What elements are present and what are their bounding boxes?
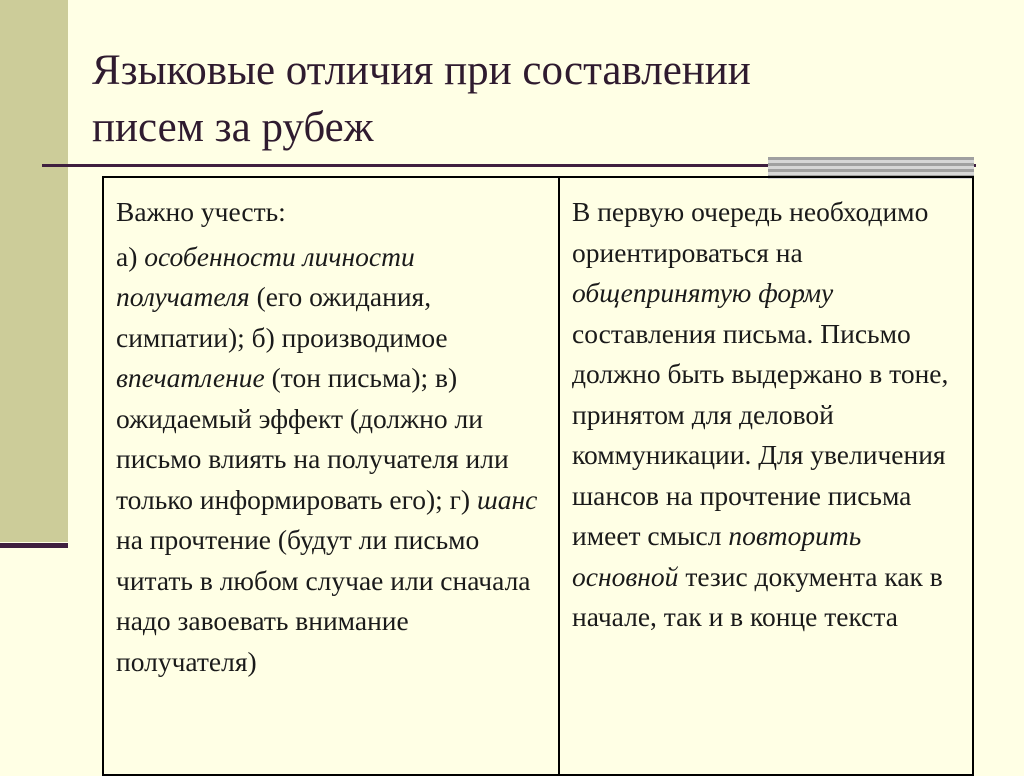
item-b-text: (тон письма); в) ожидаемый эффект (должно ли письмо влиять на получателя или только информировать его); г) bbox=[116, 362, 509, 515]
left-accent-rule bbox=[0, 543, 68, 548]
item-g-text: на прочтение (будут ли письмо читать в любом случае или сначала надо завоевать внимание получателя) bbox=[116, 524, 531, 677]
right-emphasis-2: повторить основной bbox=[572, 520, 862, 592]
item-b-emphasis: впечатление bbox=[116, 362, 265, 393]
right-body bbox=[572, 192, 966, 638]
left-accent-bar bbox=[0, 0, 68, 542]
right-emphasis-1: общепринятую форму bbox=[572, 277, 834, 308]
table-row bbox=[103, 177, 973, 775]
item-a-marker: а) bbox=[116, 240, 145, 272]
slide-title-line-1: Языковые отличия при составлении bbox=[92, 47, 751, 94]
left-heading: Важно учесть: bbox=[116, 196, 286, 227]
right-text-1: В первую очередь необходимо ориентироваться на bbox=[572, 196, 929, 268]
left-body bbox=[116, 237, 550, 683]
slide-title-line-2: писем за рубеж bbox=[92, 104, 374, 151]
right-cell bbox=[559, 177, 973, 775]
slide-title bbox=[92, 42, 992, 156]
item-a-emphasis: особенности личности получателя bbox=[116, 240, 415, 312]
left-cell bbox=[103, 177, 559, 775]
right-text-2: составления письма. Письмо должно быть выдержано в тоне, принятом для деловой коммуникации. Для увеличения шансов на прочтение письма имеет смысл bbox=[572, 317, 949, 551]
item-a-text: (его ожидания, симпатии); б) производимое bbox=[116, 281, 448, 353]
item-g-emphasis: шанс bbox=[476, 483, 538, 515]
right-text-3: тезис документа как в начале, так и в конце текста bbox=[572, 560, 943, 632]
content-table bbox=[102, 176, 974, 776]
